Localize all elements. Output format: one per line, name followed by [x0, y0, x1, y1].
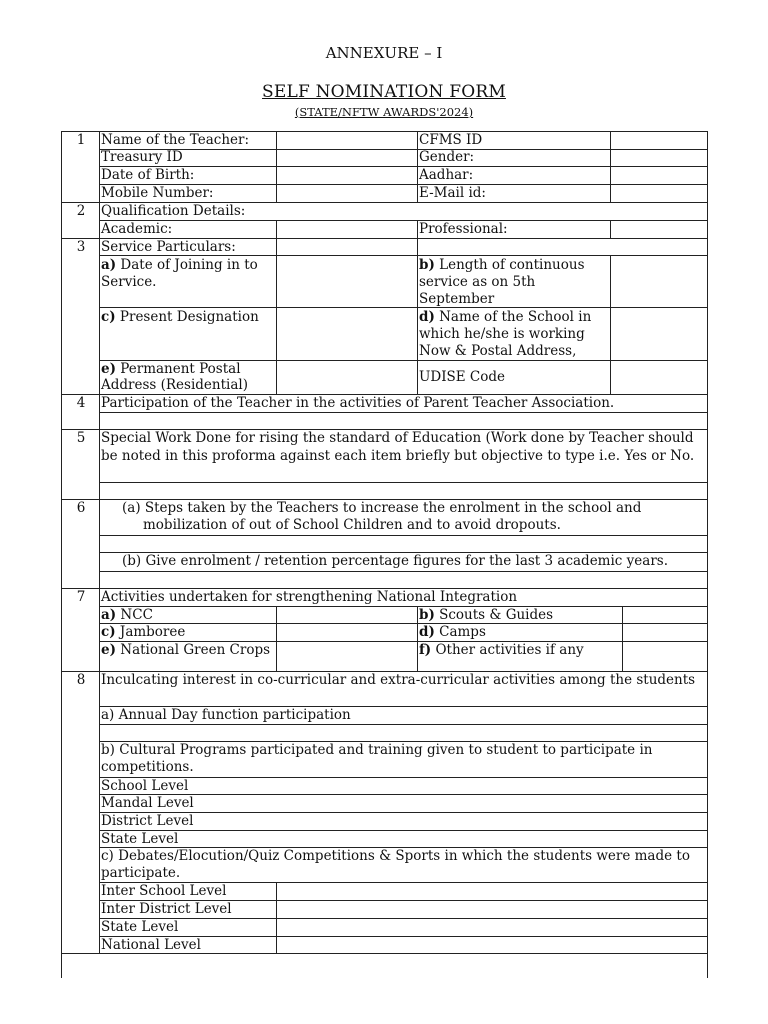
state-level-label: State Level: [101, 831, 179, 847]
state-level-label-2: State Level: [101, 919, 179, 935]
inter-district-level-label: Inter District Level: [101, 901, 232, 917]
col-divider: [417, 131, 418, 202]
row-divider: [99, 307, 708, 308]
col-divider: [610, 220, 611, 238]
mobile-label: Mobile Number:: [101, 185, 214, 201]
professional-label: Professional:: [419, 221, 508, 237]
form-subtitle: (STATE/NFTW AWARDS'2024): [294, 105, 474, 119]
joining-date-label-cont: Service.: [101, 274, 157, 290]
pta-participation-label: Participation of the Teacher in the activities of Parent Teacher Association.: [101, 395, 615, 411]
col-divider: [610, 255, 611, 394]
academic-label: Academic:: [101, 221, 173, 237]
service-length-label-cont: service as on 5th: [419, 274, 536, 290]
inter-school-level-label: Inter School Level: [101, 883, 227, 899]
dob-label: Date of Birth:: [101, 167, 195, 183]
trailing-left-edge: [61, 954, 62, 978]
competitions-label-cont: participate.: [101, 865, 181, 881]
col-divider: [610, 131, 611, 202]
row-divider: [99, 830, 708, 831]
col-divider: [276, 131, 277, 202]
enrolment-steps-label: (a) Steps taken by the Teachers to increase the enrolment in the school and: [122, 500, 642, 516]
school-level-label: School Level: [101, 778, 189, 794]
national-integration-label: Activities undertaken for strengthening National Integration: [101, 589, 518, 605]
col-divider: [276, 220, 277, 238]
district-level-label: District Level: [101, 813, 194, 829]
form-title: SELF NOMINATION FORM: [262, 82, 506, 102]
row-divider: [99, 606, 708, 607]
row-divider: [99, 623, 708, 624]
annexure-heading: ANNEXURE – I: [325, 44, 443, 62]
col-divider: [276, 606, 277, 671]
cfms-id-label: CFMS ID: [419, 132, 483, 148]
section-number: 1: [76, 132, 86, 148]
gender-label: Gender:: [419, 149, 475, 165]
section-number: 3: [76, 239, 86, 255]
col-divider: [417, 238, 418, 394]
retention-figures-label: (b) Give enrolment / retention percentage figures for the last 3 academic years.: [122, 553, 668, 569]
row-divider: [99, 220, 708, 221]
row-divider: [99, 571, 708, 572]
row-divider: [99, 918, 708, 919]
row-divider: [99, 412, 708, 413]
special-work-label-cont: be noted in this proforma against each item briefly but objective to type i.e. Yes or No.: [101, 448, 695, 464]
cultural-programs-label: b) Cultural Programs participated and training given to student to participate in: [101, 742, 653, 758]
row-divider: [99, 535, 708, 536]
ncc-label: a) NCC: [101, 607, 153, 623]
designation-label: c) Present Designation: [101, 309, 259, 325]
co-curricular-label: Inculcating interest in co-curricular and extra-curricular activities among the students: [101, 672, 696, 688]
row-divider: [99, 777, 708, 778]
national-green-crops-label: e) National Green Crops: [101, 642, 271, 658]
section-number: 2: [76, 203, 86, 219]
col-divider: [276, 238, 277, 394]
section-number: 8: [76, 672, 86, 688]
annual-day-label: a) Annual Day function participation: [101, 707, 351, 723]
cultural-programs-label-cont: competitions.: [101, 759, 194, 775]
col-divider: [417, 220, 418, 238]
service-length-label: b) Length of continuous: [419, 257, 585, 273]
school-name-label: d) Name of the School in: [419, 309, 592, 325]
udise-code-label: UDISE Code: [419, 369, 506, 385]
col-divider: [622, 606, 623, 671]
jamboree-label: c) Jamboree: [101, 624, 186, 640]
section-number: 6: [76, 500, 86, 516]
row-divider: [99, 482, 708, 483]
treasury-id-label: Treasury ID: [101, 149, 183, 165]
trailing-right-edge: [707, 954, 708, 978]
postal-address-label: e) Permanent Postal: [101, 361, 241, 377]
competitions-label: c) Debates/Elocution/Quiz Competitions & Sports in which the students were made to: [101, 848, 690, 864]
national-level-label: National Level: [101, 937, 201, 953]
col-divider: [276, 882, 277, 954]
service-particulars-label: Service Particulars:: [101, 239, 236, 255]
camps-label: d) Camps: [419, 624, 486, 640]
school-name-label-cont: which he/she is working: [419, 326, 585, 342]
scouts-guides-label: b) Scouts & Guides: [419, 607, 554, 623]
other-activities-label: f) Other activities if any: [419, 642, 584, 658]
aadhar-label: Aadhar:: [419, 167, 474, 183]
postal-address-label-cont: Address (Residential): [101, 377, 248, 393]
special-work-label: Special Work Done for rising the standard of Education (Work done by Teacher should: [101, 430, 694, 446]
section-number: 4: [76, 395, 86, 411]
service-length-label-cont2: September: [419, 291, 495, 307]
col-divider: [417, 606, 418, 671]
enrolment-steps-label-cont: mobilization of out of School Children and to avoid dropouts.: [143, 517, 561, 533]
joining-date-label: a) Date of Joining in to: [101, 257, 258, 273]
qualification-label: Qualification Details:: [101, 203, 246, 219]
school-name-label-cont2: Now & Postal Address,: [419, 343, 577, 359]
section-number: 7: [76, 589, 86, 605]
section-number: 5: [76, 430, 86, 446]
mandal-level-label: Mandal Level: [101, 795, 194, 811]
email-label: E-Mail id:: [419, 185, 486, 201]
teacher-name-label: Name of the Teacher:: [101, 132, 249, 148]
row-divider: [99, 149, 708, 150]
row-divider: [99, 724, 708, 725]
